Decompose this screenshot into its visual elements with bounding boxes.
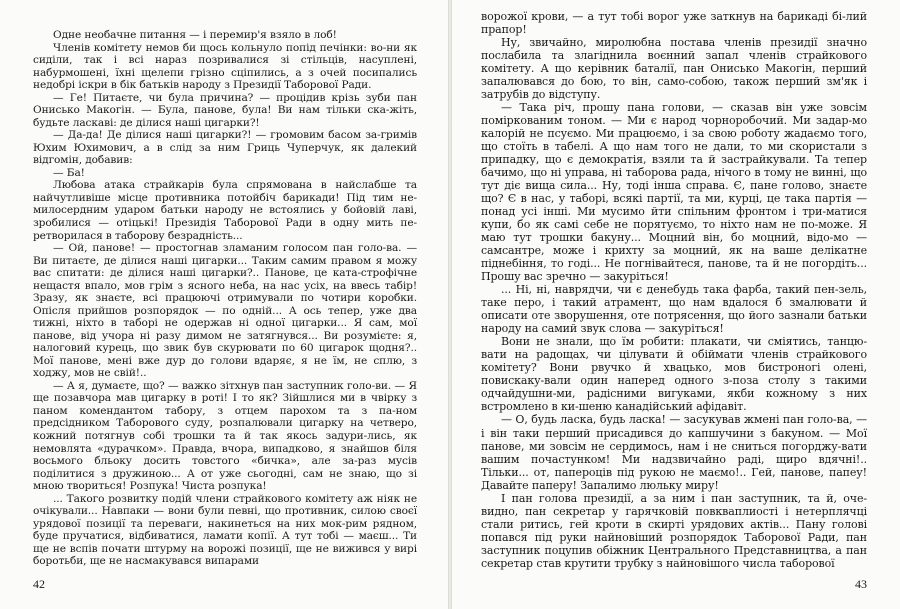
page-number: 42 [33,577,45,591]
paragraph: Вони не знали, що їм робити: плакати, чи сміятись, танцю-вати на радощах, чи цілувати й обіймати членів страйкового комітету? Вони рвучко й хвацько, мов бистроногі олені, повискаку-вали один наперед одного з-поза столу з такими одчайдушни-ми, радісними вигуками, якби кожному з них встромлено в ки-шеню канадійський афідавіт. [481,335,867,414]
paragraph: — А я, думаєте, що? — важко зітхнув пан заступник голо-ви. — Я ще позавчора мав цигарку в роті! І то як? Зійшлися ми в чвірку з паном комендантом табору, з отцем парохом та з па-ном предсідником Таборового суду, розпалювали цигарку на четверо, кожний потягнув собі трошки та й так якось задури-лись, як немовлята «дурачком». Правда, вчора, випадково, я знайшов біля восьмого бльоку досить товстого «бичка», але за-раз мусів поділитися з дружиною... А от уже сьогодні, сам не знаю, що зі мною твориться! Розпука! Чиста розпука! [33,379,417,493]
paragraph: — Ой, панове! — простогнав зламаним голосом пан голо-ва. — Ви питаєте, де ділися наші цигарки... Таким самим правом я можу вас спитати: де ділися наші цигарки?.. Панове, це ката-строфічне нещастя впало, мов грім з ясного неба, на нас усіх, на ввесь табір! Зразу, як знаєте, всі працюючі отримували по чотири коробки. Опісля прийшов розпорядок — по одній... А ось тепер, уже два тижні, ніхто в таборі не одержав ні одної цигарки... Я сам, мої панове, від учора ні разу димом не затягнувся... Ви розумієте: я, налоговий курець, що звик був скурювати по 60 цигарок щодня?.. Мої панове, мені вже дур до голови вдаряє, я не їм, не сплю, з ходжу, мов не свій!.. [33,242,417,380]
left-page [0,0,448,609]
page-number: 43 [855,577,867,591]
paragraph: Членів комітету немов би щось кольнуло попід печінки: во-ни як сиділи, так і всі нараз позривалися зі стільців, насуплені, набурмошені, їхні щелепи грізно сціпились, а з очей посипались недобрі іскри в бік батьків народу з Президії Таборової Ради. [33,41,417,92]
paragraph: — О, будь ласка, будь ласка! — засукував жмені пан голо-ва, — і він таки перший присадився до капшучини з бакуном. — Мої панове, ми зовсім не сердимось, нам і не сниться погорджу-вати вашим почастунком! Ми надзвичайно раді, щиро вдячні!.. Тільки... от, папероців під рукою не маємо!.. Гей, панове, папеу! Давайте паперу! Запалимо люльку миру! [481,413,867,492]
paragraph: Любова атака страйкарів була спрямована в найслабше та найчутливіше місце противника потойбіч барикади! Під тим не-милосердним ударом батьки народу не встоялись у бойовій лаві, зробилися — отіцькі! Президія Таборової Ради в одну мить пе-ретворилася в таборову безрадність... [33,179,417,242]
paragraph: — Да-да! Де ділися наші цигарки?! — громовим басом за-гримів Юхим Юхимович, а в слід за ним Гриць Чуперчук, як далекий відгомін, добавив: [33,129,417,167]
paragraph: ... Ні, ні, наврядчи, чи є денебудь така фарба, такий пен-зель, таке перо, і такий атрамент, що нам вдалося б змалювати й описати оте зворушення, оте потрясення, що його зазнали батьки народу на самий звук слова — закуріться! [481,283,867,336]
paragraph: І пан голова президії, а за ним і пан заступник, та й, оче-видно, пан секретар у гарячковій повкваплиості і нетерплячці стали ритись, гей кроти в скирті урядових актів... Пану голові попався під руки найновіший розпорядок Таборової Ради, пан заступник поцупив обіжник Центрального Представництва, а пан секретар став крутити трубку з найновішого числа таборової [481,491,867,570]
paragraph: — Ге! Питаєте, чи була причина? — процідив крізь зуби пан Онисько Макогін. — Була, панове, була! Ви нам тільки ска-жіть, будьте ласкаві: де ділися наші цигарки?! [33,91,417,129]
paragraph: — Така річ, прошу пана голови, — сказав він уже зовсім поміркованим тоном. — Ми є народ чорноробочий. Ми задар-мо калорій не псуємо. Ми працюємо, і за свою роботу жадаємо того, що стоїть в табелі. А що нам того не дали, то ми скористали з припадку, що є демократія, взяли та й застрайкували. Та тепер бачимо, що ні управа, ні таборова рада, нічого в тому не винні, що тут діє вища сила... Ну, тоді інша справа. Є, пане голово, знаєте що? Є в нас, у таборі, всякі партії, та ми, курці, це така партія — понад усі інші. Ми мусимо йти спільним фронтом і три-матися купи, бо як самі себе не порятуємо, то ніхто нам не по-може. Я маю тут трошки бакуну... Моцний він, бо моцний, відо-мо — самсантре, може і крихту за моцний, як на ваше делікатне піднебіння, то годі... Не погнівайтеся, панове, та й не погордіть... Прошу вас зречно — закуріться! [481,101,867,284]
paragraph: ворожої крови, — а тут тобі ворог уже заткнув на барикаді бі-лий прапор! [481,10,867,37]
paragraph: ... Такого розвитку подій члени страйкового комітету аж ніяк не очікували... Навпаки — вони були певні, що противник, силою своєї урядової позиції та переваги, накинеться на них мок-рим рядном, буде пручатися, відбиватися, ламати копії. А тут тобі — маєш... Ти ще не вспів почати штурму на ворожі позиції, ще не вижився у вирі боротьби, ще не насмакувався випарами [33,492,417,568]
paragraph: — Ба! [53,166,85,179]
paragraph: Ну, звичайно, миролюбна постава членів президії значно послабила та злагіднила воєнний запал членів страйкового комітету. А що керівник баталії, пан Онисько Макогін, перший запалювався до бою, то він, само-собою, також перший зм'як і затрубів до відступу. [481,36,867,102]
right-page-text [481,10,867,570]
left-page-text [33,29,417,568]
paragraph: Одне необачне питання — і перемир'я взяло в лоб! [53,29,337,41]
right-page [452,0,900,609]
